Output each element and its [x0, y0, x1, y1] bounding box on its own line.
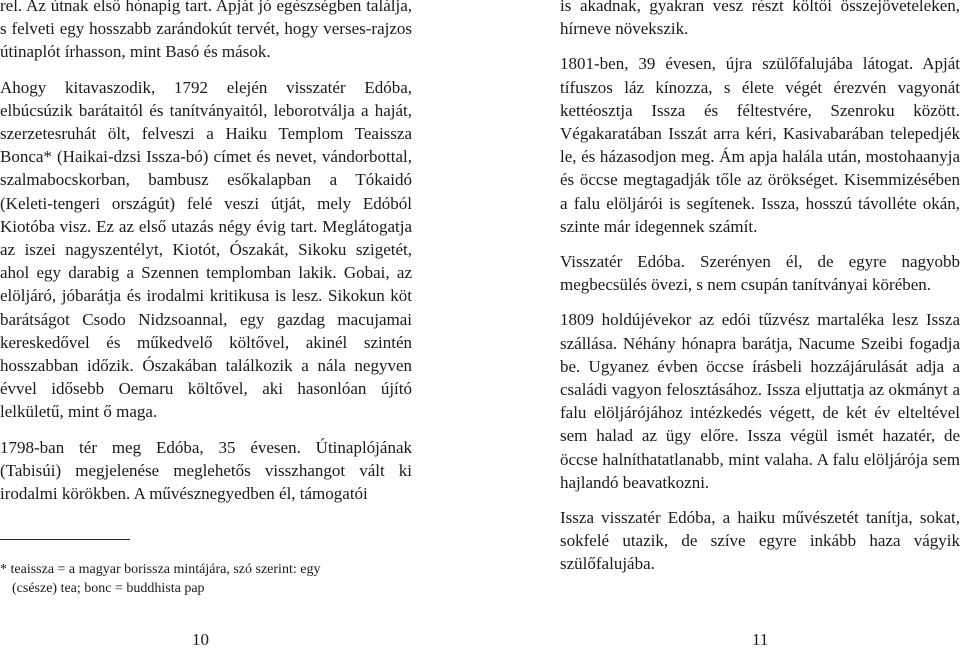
- right-paragraph-5: Issza visszatér Edóba, a haiku művészetét tanítja, sokat, sokfelé utazik, de szíve egyre inkább haza vágyik szülőfalujába.: [560, 508, 960, 574]
- right-paragraph-3: Visszatér Edóba. Szerényen él, de egyre nagyobb megbecsülés övezi, s nem csupán tanítványai körében.: [560, 252, 960, 295]
- footnote-divider: [0, 539, 130, 540]
- page-number-right: 11: [752, 630, 769, 649]
- footnote: [0, 560, 420, 598]
- left-page-column: [0, 0, 412, 517]
- footnote-line-1: * teaissza = a magyar borissza mintájára, szó szerint: egy: [0, 562, 321, 577]
- left-paragraph-1: rel. Az útnak első hónapig tart. Apját jó egészségben találja, s felveti egy hosszabb zarándokút tervét, hogy verses-rajzos útinaplót írhasson, mint Basó és mások.: [0, 0, 412, 62]
- right-paragraph-2: 1801-ben, 39 évesen, újra szülőfalujába látogat. Apját tífuszos láz kínozza, s élete végét érezvén vagyonát kettéosztja Issza és féltestvére, Szenroku között. Végakaratában Isszát arra kéri, Kasivabarában telepedjék le, és házasodjon meg. Ám apja halála után, mostohaanyja és öccse megtagadják tőle az örökséget. Kisemmizésében a falu elöljárói is segítenek. Issza, hosszú távolléte okán, szinte már idegennek számít.: [560, 54, 960, 236]
- left-paragraph-2: Ahogy kitavaszodik, 1792 elején visszatér Edóba, elbúcsúzik barátaitól és tanítványaitól, leborotválja a haját, szerzetesruhát ölt, felveszi a Haiku Templom Teaissza Bonca* (Haikai-dzsi Issza-bó) címet és nevet, vándorbottal, szalmabocskorban, bambusz esőkalapban a Tókaidó (Keleti-tengeri országút) felé veszi útját, mely Edóból Kiotóba visz. Ez az első utazás négy évig tart. Meglátogatja az iszei nagyszentélyt, Kiotót, Ószakát, Sikoku szigetét, ahol egy darabig a Szennen templomban lakik. Gobai, az elöljáró, jóbarátja és irodalmi kritikusa is lesz. Sikokun köt barátságot Csodo Nidzsoannal, egy gazdag macujamai kereskedővel és műkedvelő költővel, akinél szintén hosszabban időzik. Ószakában találkozik a nála negyven évvel idősebb Oemaru költővel, aki hasonlóan újító lelkületű, mint ő maga.: [0, 77, 412, 422]
- footnote-line-2: (csésze) tea; bonc = buddhista pap: [12, 581, 205, 596]
- left-paragraph-3: 1798-ban tér meg Edóba, 35 évesen. Útinaplójának (Tabisúi) megjelenése meglehetős visszhangot vált ki irodalmi körökben. A művésznegyedben él, támogatói: [0, 437, 412, 504]
- right-paragraph-4: 1809 holdújévekor az edói tűzvész martaléka lesz Issza szállása. Néhány hónapra barátja, Nacume Szeibi fogadja be. Ugyanez évben öccse írásbeli hozzájárulását adja a családi vagyon felosztásához. Issza eljuttatja az okmányt a falu elöljárójához intézkedés végett, de két év elteltével sem halad az ügy előre. Issza végül ismét hazatér, de öccse halníthatatlanabb, mint valaha. A falu elöljárója sem hajlandó beavatkozni.: [560, 310, 960, 492]
- right-paragraph-1: is akadnak, gyakran vesz részt költői összejöveteleken, hírneve növekszik.: [560, 0, 960, 39]
- right-page-column: [560, 0, 960, 588]
- page-number-left: 10: [192, 630, 209, 649]
